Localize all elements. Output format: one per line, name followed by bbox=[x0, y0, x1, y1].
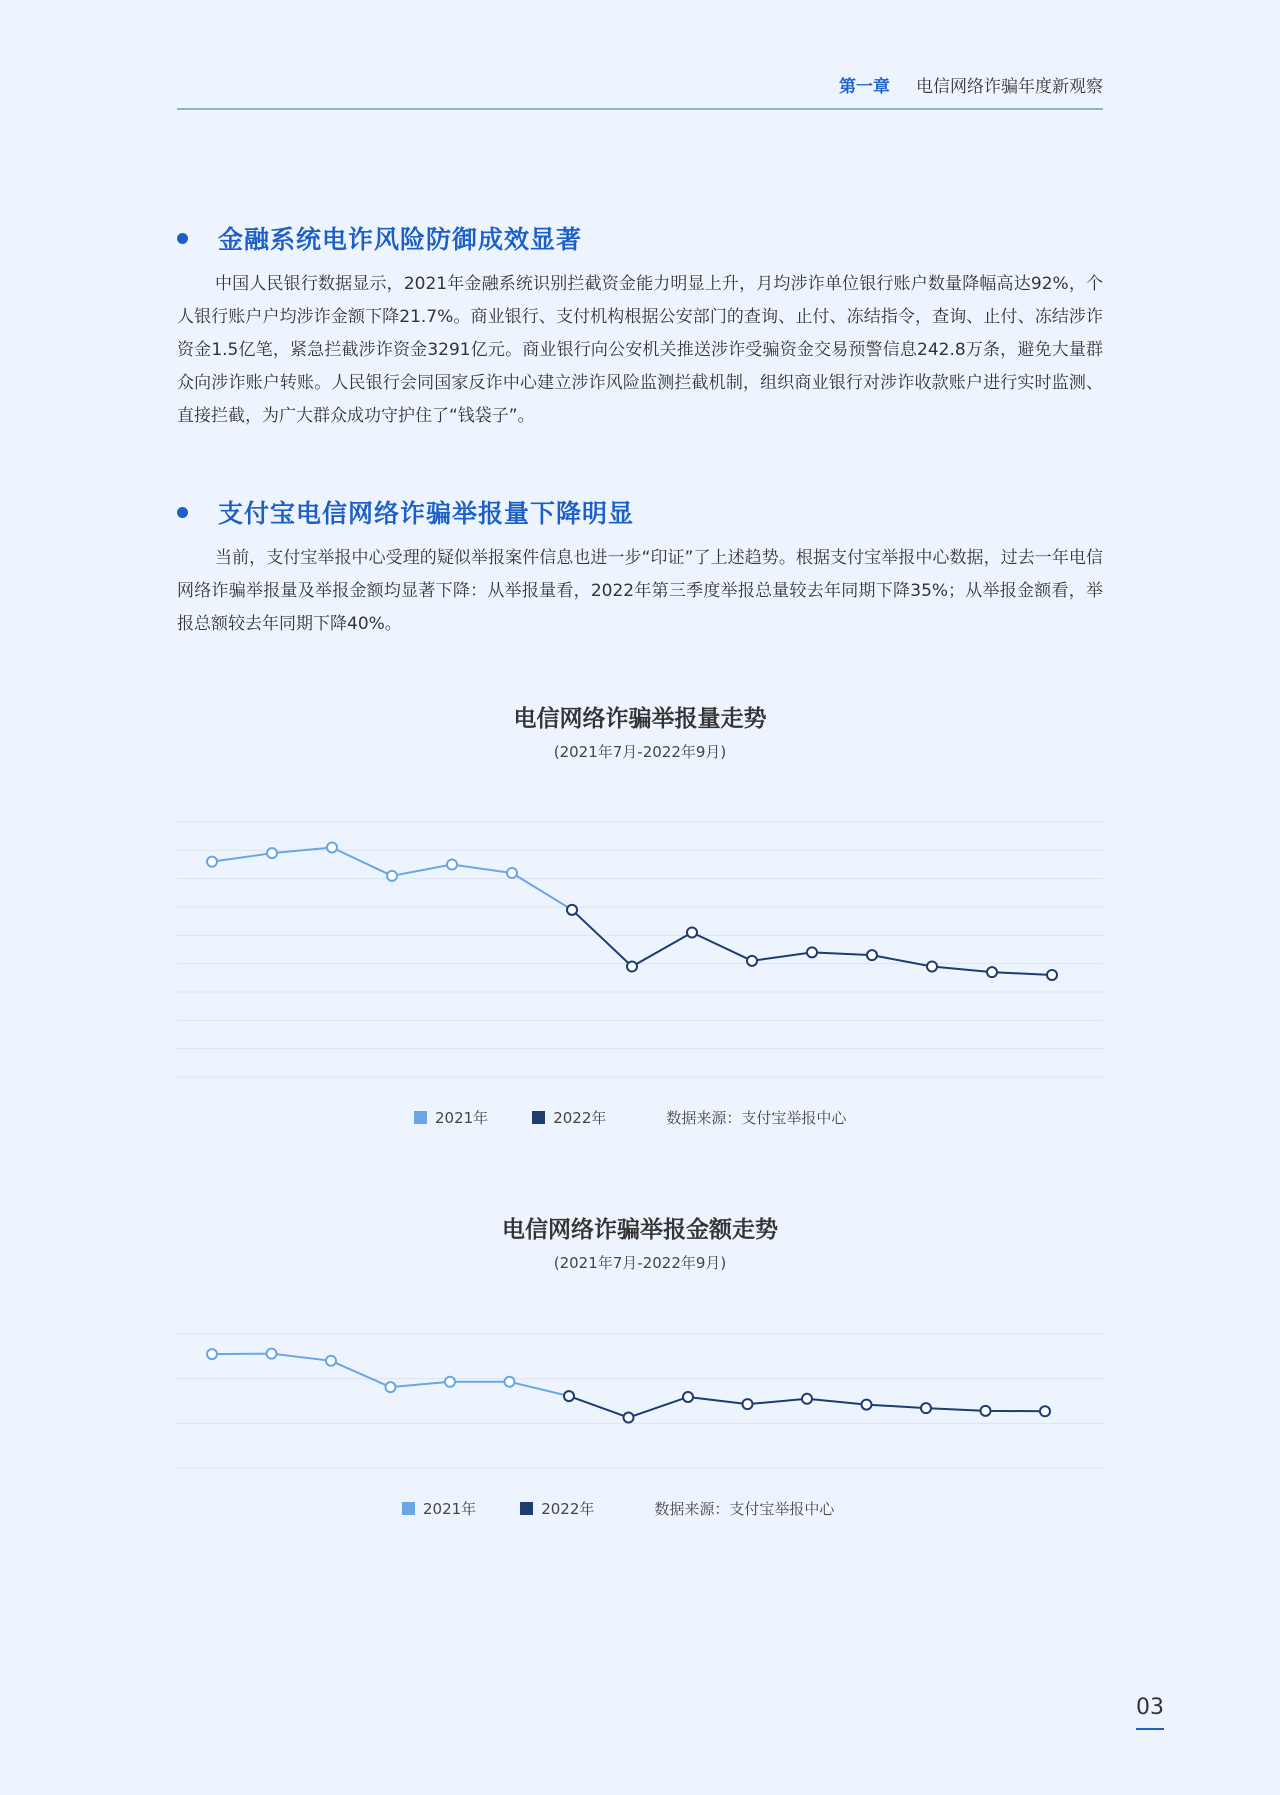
series-line-1 bbox=[572, 910, 1052, 975]
data-source: 数据来源：支付宝举报中心 bbox=[666, 1109, 847, 1127]
data-point bbox=[207, 1349, 217, 1359]
data-point bbox=[624, 1413, 634, 1423]
legend-label: 2021年 bbox=[435, 1109, 489, 1127]
data-point bbox=[447, 860, 457, 870]
data-point bbox=[326, 1356, 336, 1366]
data-point bbox=[327, 843, 337, 853]
section-body: 当前，支付宝举报中心受理的疑似举报案件信息也进一步“印证”了上述趋势。根据支付宝举报中心数据，过去一年电信网络诈骗举报量及举报金额均显著下降：从举报量看，2022年第三季度举报总量较去年同期下降35%；从举报金额看，举报总额较去年同期下降40%。 bbox=[177, 548, 1103, 634]
data-source: 数据来源：支付宝举报中心 bbox=[654, 1500, 835, 1518]
chart-legend bbox=[402, 1498, 834, 1519]
legend-swatch-2021 bbox=[402, 1502, 415, 1515]
data-point bbox=[683, 1392, 693, 1402]
chapter-title: 电信网络诈骗年度新观察 bbox=[916, 77, 1103, 97]
report-volume-chart bbox=[0, 800, 1280, 1080]
legend-item-2021 bbox=[402, 1498, 476, 1519]
legend-label: 2022年 bbox=[541, 1500, 595, 1518]
chart-subtitle: (2021年7月-2022年9月) bbox=[553, 743, 727, 761]
chart-title: 电信网络诈骗举报金额走势 bbox=[502, 1217, 778, 1243]
legend-item-2022 bbox=[532, 1107, 606, 1128]
data-point bbox=[743, 1399, 753, 1409]
page-number: 03 bbox=[1136, 1695, 1164, 1720]
data-point bbox=[1040, 1406, 1050, 1416]
legend-swatch-2022 bbox=[520, 1502, 533, 1515]
report-amount-chart bbox=[0, 1320, 1280, 1490]
page-header bbox=[177, 72, 1103, 110]
data-point bbox=[862, 1400, 872, 1410]
legend-label: 2022年 bbox=[553, 1109, 607, 1127]
data-point bbox=[927, 962, 937, 972]
data-point bbox=[627, 962, 637, 972]
data-point bbox=[267, 1349, 277, 1359]
data-point bbox=[505, 1377, 515, 1387]
data-point bbox=[267, 848, 277, 858]
section-title: 金融系统电诈风险防御成效显著 bbox=[218, 225, 583, 254]
chart-title: 电信网络诈骗举报量走势 bbox=[513, 706, 767, 732]
data-point bbox=[807, 947, 817, 957]
section-title: 支付宝电信网络诈骗举报量下降明显 bbox=[218, 499, 635, 528]
data-point bbox=[207, 857, 217, 867]
data-point bbox=[507, 868, 517, 878]
data-point bbox=[386, 1382, 396, 1392]
legend-label: 2021年 bbox=[423, 1500, 477, 1518]
data-point bbox=[802, 1394, 812, 1404]
chapter-label: 第一章 bbox=[839, 77, 890, 97]
page-number-underline bbox=[1136, 1728, 1164, 1730]
data-point bbox=[921, 1403, 931, 1413]
data-point bbox=[1047, 970, 1057, 980]
data-point bbox=[564, 1391, 574, 1401]
legend-item-2021 bbox=[414, 1107, 488, 1128]
section-alipay-reports bbox=[177, 492, 1103, 641]
data-point bbox=[987, 967, 997, 977]
legend-swatch-2021 bbox=[414, 1111, 427, 1124]
legend-swatch-2022 bbox=[532, 1111, 545, 1124]
chart-subtitle: (2021年7月-2022年9月) bbox=[553, 1254, 727, 1272]
chart-legend bbox=[414, 1107, 846, 1128]
section-financial-defense bbox=[177, 218, 1103, 433]
data-point bbox=[387, 871, 397, 881]
data-point bbox=[567, 905, 577, 915]
data-point bbox=[747, 956, 757, 966]
data-point bbox=[687, 928, 697, 938]
data-point bbox=[867, 950, 877, 960]
bullet-icon bbox=[177, 233, 188, 244]
bullet-icon bbox=[177, 507, 188, 518]
data-point bbox=[981, 1406, 991, 1416]
section-body: 中国人民银行数据显示，2021年金融系统识别拦截资金能力明显上升，月均涉诈单位银行账户数量降幅高达92%，个人银行账户户均涉诈金额下降21.7%。商业银行、支付机构根据公安部门的查询、止付、冻结指令，查询、止付、冻结涉诈资金1.5亿笔，紧急拦截涉诈资金3291亿元。商业银行向公安机关推送涉诈受骗资金交易预警信息242.8万条，避免大量群众向涉诈账户转账。人民银行会同国家反诈中心建立涉诈风险监测拦截机制，组织商业银行对涉诈收款账户进行实时监测、直接拦截，为广大群众成功守护住了“钱袋子”。 bbox=[177, 274, 1103, 426]
legend-item-2022 bbox=[520, 1498, 594, 1519]
data-point bbox=[445, 1377, 455, 1387]
